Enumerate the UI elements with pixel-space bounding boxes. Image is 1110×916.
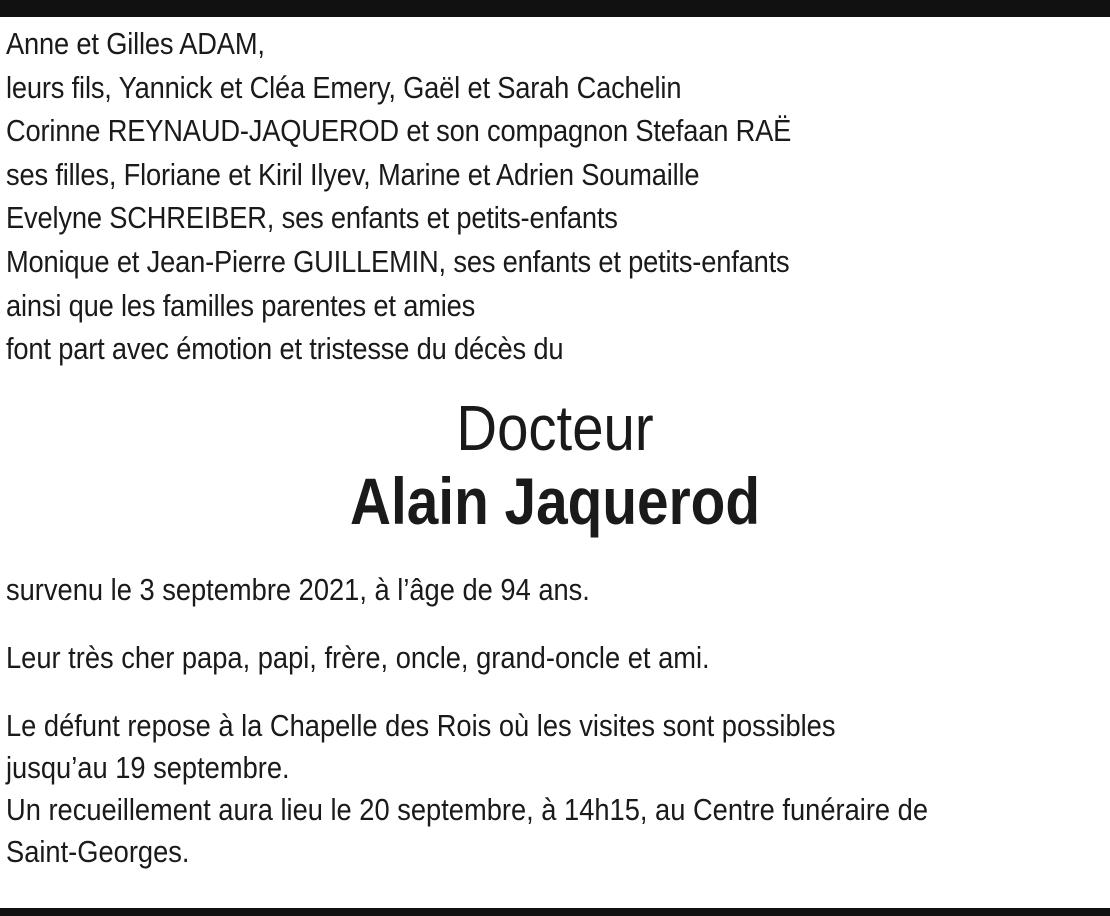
visitation-line: Le défunt repose à la Chapelle des Rois où les visites sont possibles <box>6 707 836 743</box>
family-line: Anne et Gilles ADAM, <box>6 26 265 61</box>
family-line: Corinne REYNAUD-JAQUEROD et son compagnon Stefaan RAË <box>6 113 792 149</box>
deceased-heading <box>0 393 1110 539</box>
announcement-line: font part avec émotion et tristesse du décès du <box>6 331 564 367</box>
family-line: Evelyne SCHREIBER, ses enfants et petits-enfants <box>6 200 618 236</box>
deceased-title: Docteur <box>456 391 654 464</box>
family-line: Monique et Jean-Pierre GUILLEMIN, ses enfants et petits-enfants <box>6 243 790 279</box>
ceremony-info <box>6 789 972 873</box>
date-of-death: survenu le 3 septembre 2021, à l’âge de 94 ans. <box>6 571 590 607</box>
death-notice <box>6 22 1104 873</box>
family-line: ses filles, Floriane et Kiril Ilyev, Marine et Adrien Soumaille <box>6 156 700 192</box>
family-line: leurs fils, Yannick et Cléa Emery, Gaël et Sarah Cachelin <box>6 69 682 105</box>
ceremony-line: Saint-Georges. <box>6 833 190 869</box>
family-line: ainsi que les familles parentes et amies <box>6 287 476 323</box>
ceremony-line: Un recueillement aura lieu le 20 septembre, à 14h15, au Centre funéraire de <box>6 791 929 827</box>
top-border-rule <box>0 0 1110 17</box>
visitation-info <box>6 705 972 789</box>
visitation-line: jusqu’au 19 septembre. <box>6 749 290 785</box>
bottom-border-rule <box>0 908 1110 916</box>
deceased-name: Alain Jaquerod <box>349 463 761 538</box>
family-announcement <box>6 22 1104 371</box>
tribute-text: Leur très cher papa, papi, frère, oncle, grand-oncle et ami. <box>6 639 710 675</box>
